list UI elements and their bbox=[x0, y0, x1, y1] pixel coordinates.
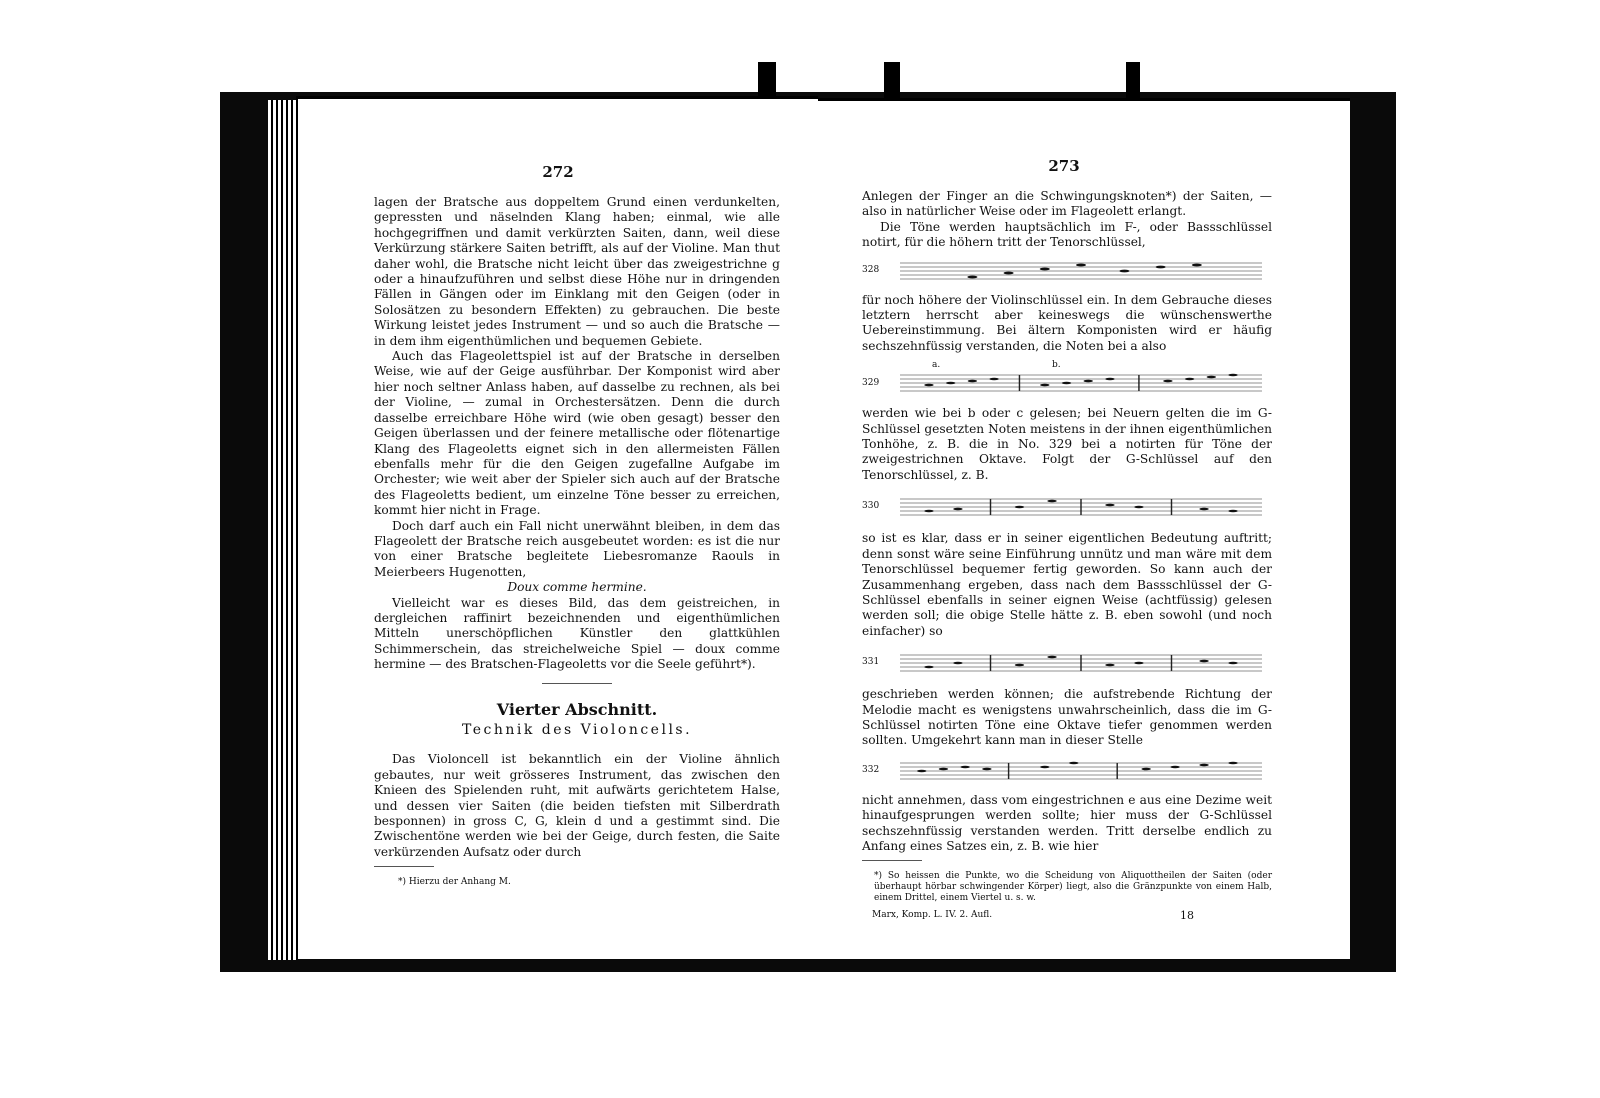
music-example-332 bbox=[862, 753, 1272, 789]
right-page bbox=[818, 98, 1350, 959]
paragraph: Das Violoncell ist bekanntlich ein der Violine ähnlich gebautes, nur weit grösseres Instrument, das zwischen den Knieen des Spielenden ruht, mit aufwärts gerichtetem Halse, und dessen vier Saiten (die beiden tiefsten mit Silberdrath besponnen) in gross C, G, klein d und a gestimmt sind. Die Zwischentöne werden wie bei der Geige, durch festen, die Saite verkürzenden Aufsatz oder durch bbox=[374, 752, 780, 859]
paragraph: geschrieben werden können; die aufstrebende Richtung der Melodie macht es wenigstens unwahrscheinlich, dass die im G-Schlüssel notirten Töne eine Oktave tiefer genommen werden sollten. Umgekehrt kann man in dieser Stelle bbox=[862, 687, 1272, 748]
quote: Doux comme hermine. bbox=[507, 580, 647, 595]
bookmark-tab bbox=[1126, 62, 1140, 100]
signature-number: 18 bbox=[1180, 909, 1194, 923]
paragraph: Vielleicht war es dieses Bild, das dem geistreichen, in dergleichen raffinirt bezeichnenden und eigenthümlichen Mitteln unerschöpflichen Künstler den glattkühlen Schimmerschein, das streichelweiche Spiel — doux comme hermine — des Bratschen-Flageoletts vor die Seele geführt*). bbox=[374, 595, 780, 672]
paragraph: für noch höhere der Violinschlüssel ein. In dem Gebrauche dieses letztern herrscht aber keineswegs die wünschenswerthe Uebereinstimmung. Bei ältern Komponisten wird er häufig sechszehnfüssig verstanden, die Noten bei a also bbox=[862, 292, 1272, 353]
footnote-divider bbox=[862, 860, 922, 861]
paragraph: Doch darf auch ein Fall nicht unerwähnt bleiben, in dem das Flageolett der Bratsche reich ausgebeutet worden: es ist die nur von einer Bratsche begleitete Liebesromanze Raouls in Meierbeers Hugenotten, bbox=[374, 518, 780, 579]
paragraph: Anlegen der Finger an die Schwingungsknoten*) der Saiten, — also in natürlicher Weise oder im Flageolett erlangt. bbox=[862, 189, 1272, 219]
signature-mark: Marx, Komp. L. IV. 2. Aufl. bbox=[872, 910, 993, 921]
example-label: b. bbox=[1052, 360, 1061, 371]
paragraph: lagen der Bratsche aus doppeltem Grund einen verdunkelten, gepressten und näselnden Klang haben; einmal, wie alle hochgegriffnen und damit verkürzten Saiten, dann, weil diese Verkürzung stärkere Saiten betrifft, als auf der Violine. Man thut daher wohl, die Bratsche nicht leicht über das zweigestrichne g oder a hinaufzuführen und selbst diese Höhe nur in dringenden Fällen in Gängen oder im Einklang mit den Geigen (oder in Solosätzen zu besondern Effekten) zu gebrauchen. Die beste Wirkung leistet jedes Instrument — und so auch die Bratsche — in dem ihm eigenthümlichen und bequemen Gebiete. bbox=[374, 195, 780, 348]
example-label: a. bbox=[932, 360, 941, 371]
footnote: *) So heissen die Punkte, wo die Scheidung von Aliquottheilen der Saiten (oder überhaupt hörbar schwingender Körper) liegt, also die Gränzpunkte von einem Halb, einem Drittel, einem Viertel u. s. w. bbox=[874, 871, 1272, 904]
music-staff bbox=[900, 496, 1262, 518]
music-example-328 bbox=[862, 255, 1272, 289]
left-page bbox=[296, 96, 818, 959]
paragraph: werden wie bei b oder c gelesen; bei Neuern gelten die im G-Schlüssel gesetzten Noten meistens in der ihnen eigenthümlichen Tonhöhe, z. B. die in No. 329 bei a notirten für Töne der zweigestrichnen Oktave. Folgt der G-Schlüssel auf den Tenorschlüssel, z. B. bbox=[862, 406, 1272, 482]
paragraph: Die Töne werden hauptsächlich im F-, oder Bassschlüssel notirt, für die höhern tritt der Tenorschlüssel, bbox=[862, 219, 1272, 250]
music-example-329 bbox=[862, 358, 1272, 402]
example-number: 331 bbox=[862, 657, 880, 668]
music-staff bbox=[900, 260, 1262, 282]
right-text-column bbox=[862, 189, 1272, 922]
page-number: 273 bbox=[1048, 157, 1080, 175]
section-heading: Vierter Abschnitt. bbox=[496, 699, 658, 719]
example-number: 329 bbox=[862, 378, 880, 389]
signature-line bbox=[862, 908, 1272, 922]
music-staff bbox=[900, 652, 1262, 674]
paragraph: Auch das Flageolettspiel ist auf der Bratsche in derselben Weise, wie auf der Geige ausführbar. Der Komponist wird aber hier noch seltner Anlass haben, auf dasselbe zu rechnen, als bei der Violine, — zumal in Orchestersätzen. Denn die durch dasselbe erreichbare Höhe wird (wie oben gesagt) besser den Geigen überlassen und der feinere metallische oder flötenartige Klang des Flageoletts eignet sich in den allermeisten Fällen ebenfalls mehr für die den Geigen zugefallne Aufgabe im Orchester; wie weit aber der Spieler sich auch auf der Bratsche des Flageoletts bedient, um einzelne Töne besser zu erreichen, kommt hier nicht in Frage. bbox=[374, 349, 780, 518]
music-example-331 bbox=[862, 643, 1272, 683]
example-number: 332 bbox=[862, 764, 880, 775]
music-staff bbox=[900, 372, 1262, 394]
footnote: *) Hierzu der Anhang M. bbox=[398, 877, 511, 888]
bookmark-tab bbox=[884, 62, 900, 102]
example-number: 330 bbox=[862, 501, 880, 512]
page-edge-stack bbox=[268, 100, 298, 960]
page-number: 272 bbox=[542, 163, 574, 181]
paragraph: nicht annehmen, dass vom eingestrichnen e aus eine Dezime weit hinaufgesprungen werden sollte; hier muss der G-Schlüssel sechszehnfüssig verstanden werden. Tritt derselbe endlich zu Anfang eines Satzes ein, z. B. wie hier bbox=[862, 792, 1272, 853]
footnote-divider bbox=[374, 866, 434, 867]
music-example-330 bbox=[862, 487, 1272, 527]
section-subheading: Technik des Violoncells. bbox=[461, 722, 693, 738]
paragraph: so ist es klar, dass er in seiner eigentlichen Bedeutung auftritt; denn sonst wäre seine Einführung unnütz und man wäre mit dem Tenorschlüssel bequemer fertig geworden. So kann auch der Zusammenhang ergeben, dass nach dem Bassschlüssel der G-Schlüssel ebenfalls in seiner eignen Weise (achtfüssig) gelesen werden soll; die obige Stelle hätte z. B. eben sowohl (und noch einfacher) so bbox=[862, 531, 1272, 638]
divider bbox=[542, 683, 612, 684]
left-text-column bbox=[374, 195, 780, 888]
example-number: 328 bbox=[862, 264, 880, 275]
music-staff bbox=[900, 760, 1262, 782]
